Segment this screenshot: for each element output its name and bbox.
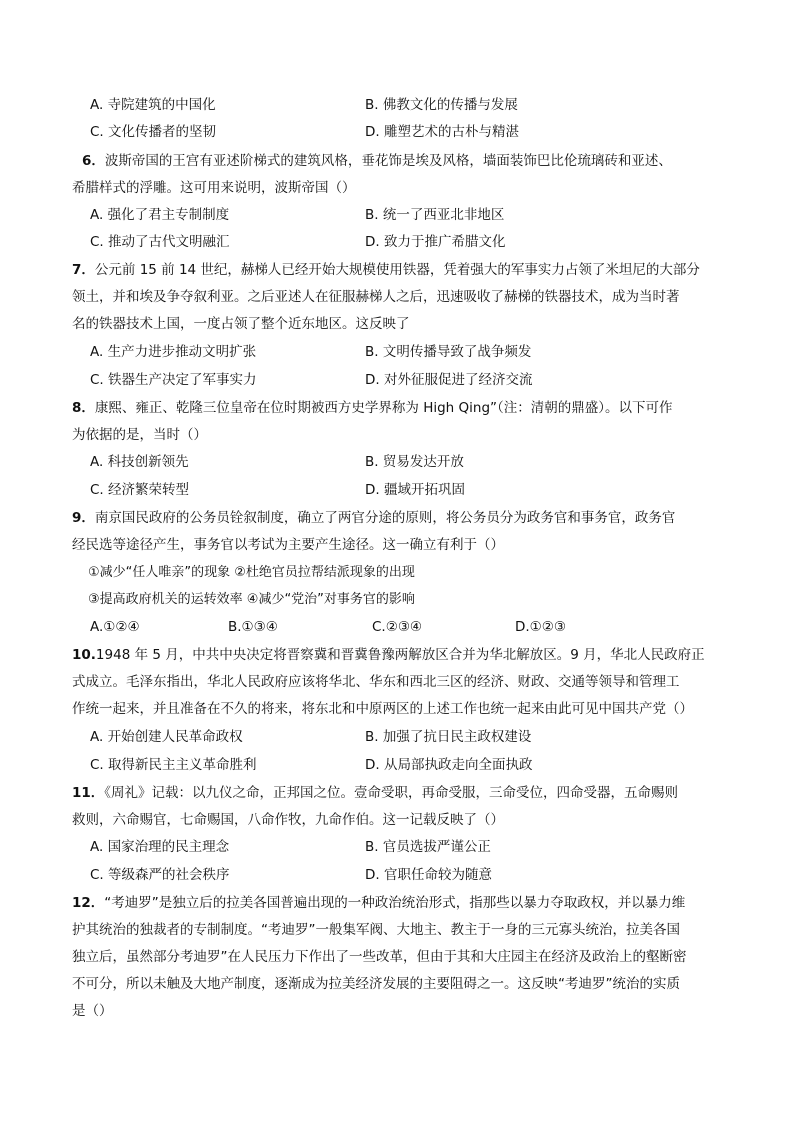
q10-stem-line-1 <box>72 645 705 665</box>
q11-option-a: A. 国家治理的民主理念 <box>90 839 230 855</box>
q9-item-line-2: ③提高政府机关的运转效率 ④减少“党治”对事务官的影响 <box>88 592 415 607</box>
q9-number: 9． <box>72 510 95 526</box>
q6-option-b: B. 统一了西亚北非地区 <box>365 207 505 223</box>
q5-option-a: A. 寺院建筑的中国化 <box>90 97 216 113</box>
q8-option-a: A. 科技创新领先 <box>90 454 189 470</box>
q11-option-c: C. 等级森严的社会秩序 <box>90 867 230 883</box>
q12-number: 12． <box>72 895 105 911</box>
q11-option-b: B. 官员选拔严谨公正 <box>365 839 491 855</box>
q9-stem-line-1 <box>72 508 675 528</box>
q12-stem-line-3: 独立后，虽然部分考迪罗”在人民压力下作出了一些改革，但由于其和大庄园主在经济及政治上的壑断密 <box>72 949 687 965</box>
q12-stem-line-5: 是（） <box>72 1003 113 1019</box>
q8-number: 8． <box>72 400 95 416</box>
q11-stem-line-1 <box>72 783 678 803</box>
q8-text-1: 康熙、雍正、乾隆三位皇帝在位时期被西方史学界称为 High Qing”（注：清朝的鼎盛）。以下可作 <box>94 400 673 416</box>
q12-stem-line-4: 不可分，所以未触及大地产制度，逐渐成为拉美经济发展的主要阻碍之一。这反映“考迪罗”统治的实质 <box>72 976 680 992</box>
q8-option-d: D. 疆域开拓巩固 <box>365 482 465 498</box>
q10-stem-line-2: 式成立。毛泽东指出，华北人民政府应该将华北、华东和西北三区的经济、财政、交通等领导和管理工 <box>72 674 680 690</box>
q10-option-b: B. 加强了抗日民主政权建设 <box>365 729 532 745</box>
q7-option-c: C. 铁器生产决定了军事实力 <box>90 372 257 388</box>
q10-option-c: C. 取得新民主主义革命胜利 <box>90 757 257 773</box>
q5-option-b: B. 佛教文化的传播与发展 <box>365 97 518 113</box>
q9-item-line-1: ①减少“任人唯亲”的现象 ②杜绝官员拉帮结派现象的出现 <box>88 565 415 580</box>
q9-option-c: C.②③④ <box>372 619 423 635</box>
q10-text-1: 1948 年 5 月，中共中央决定将晋察冀和晋冀鲁豫两解放区合并为华北解放区。9 月，华北人民政府正 <box>95 647 705 663</box>
q10-option-a: A. 开始创建人民革命政权 <box>90 729 243 745</box>
q5-option-d: D. 雕塑艺术的古朴与精湛 <box>365 124 519 140</box>
q9-option-b: B.①③④ <box>228 619 278 635</box>
q10-stem-line-3: 作统一起来，并且准备在不久的将来，将东北和中原两区的上述工作也统一起来由此可见中国共产党（） <box>72 701 693 717</box>
q6-option-c: C. 推动了古代文明融汇 <box>90 234 230 250</box>
q7-option-a: A. 生产力进步推动文明扩张 <box>90 344 257 360</box>
q12-stem-line-1 <box>72 893 685 913</box>
q6-stem-line-2: 希腊样式的浮雕。这可用来说明，波斯帝国（） <box>72 180 356 196</box>
q11-text-1: 《周礼》记载：以九仪之命，正邦国之位。壹命受职，再命受服，三命受位，四命受器，五命赐则 <box>104 785 679 801</box>
q6-option-a: A. 强化了君主专制制度 <box>90 207 230 223</box>
q6-option-d: D. 致力于推广希腊文化 <box>365 234 506 250</box>
q9-option-d: D.①②③ <box>515 619 566 635</box>
q8-stem-line-2: 为依据的是，当时（） <box>72 427 207 443</box>
q7-stem-line-2: 领土，并和埃及争夺叙利亚。之后亚述人在征服赫梯人之后，迅速吸收了赫梯的铁器技术，成为当时著 <box>72 289 680 305</box>
q9-text-1: 南京国民政府的公务员铨叙制度，确立了两官分途的原则，将公务员分为政务官和事务官，政务官 <box>94 510 676 526</box>
q10-option-d: D. 从局部执政走向全面执政 <box>365 757 533 773</box>
q5-option-c: C. 文化传播者的坚韧 <box>90 124 217 140</box>
q12-text-1: “考迪罗”是独立后的拉美各国普遍出现的一种政治统治形式，指那些以暴力夺取政权，并以暴力维 <box>104 895 686 911</box>
q11-number: 11． <box>72 785 105 801</box>
q7-stem-line-3: 名的铁器技术上国，一度占领了整个近东地区。这反映了 <box>72 316 410 332</box>
q9-option-a: A.①②④ <box>90 619 140 635</box>
q8-option-b: B. 贸易发达开放 <box>365 454 464 470</box>
q8-option-c: C. 经济繁荣转型 <box>90 482 190 498</box>
q7-option-b: B. 文明传播导致了战争频发 <box>365 344 532 360</box>
q7-number: 7． <box>72 262 95 278</box>
q7-option-d: D. 对外征服促进了经济交流 <box>365 372 533 388</box>
q12-stem-line-2: 护其统治的独裁者的专制制度。“考迪罗”一般集军阀、大地主、教主于一身的三元寡头统治，拉美各国 <box>72 922 680 938</box>
q7-stem-line-1 <box>72 260 700 280</box>
q9-stem-line-2: 经民选等途径产生，事务官以考试为主要产生途径。这一确立有利于（） <box>72 537 504 553</box>
q11-stem-line-2: 救则，六命赐官，七命赐国，八命作牧，九命作伯。这一记载反映了（） <box>72 812 504 828</box>
q7-text-1: 公元前 15 前 14 世纪，赫梯人已经开始大规模使用铁器，凭着强大的军事实力占领了米坦尼的大部分 <box>94 262 700 278</box>
q8-stem-line-1 <box>72 398 673 418</box>
q6-text-1: 波斯帝国的王宫有亚述阶梯式的建筑风格，垂花饰是埃及风格，墙面装饰巴比伦琉璃砖和亚述、 <box>104 153 672 169</box>
q10-number: 10. <box>72 647 96 663</box>
q6-stem-line-1 <box>82 151 672 171</box>
q11-option-d: D. 官职任命较为随意 <box>365 867 492 883</box>
q6-number: 6． <box>82 153 105 169</box>
